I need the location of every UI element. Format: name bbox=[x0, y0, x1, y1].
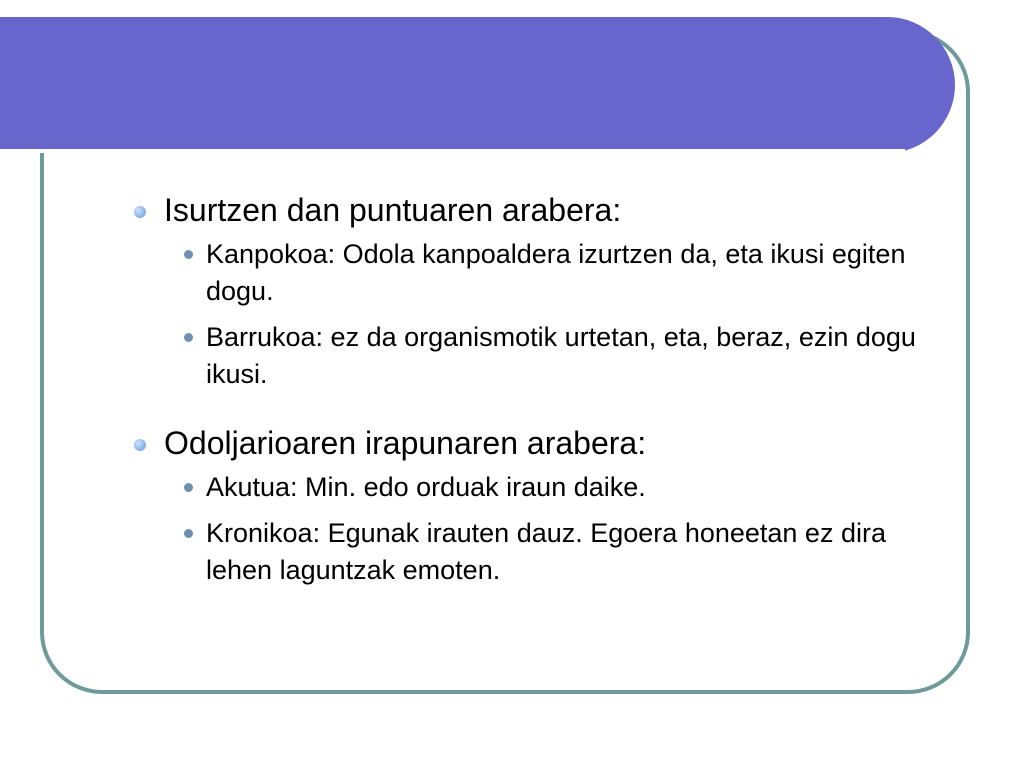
title-banner bbox=[0, 17, 955, 153]
bullet-level2 bbox=[130, 319, 930, 393]
bullet-list bbox=[130, 190, 930, 619]
bullet-text: Kronikoa: Egunak irauten dauz. Egoera honeetan ez dira lehen laguntzak emoten. bbox=[206, 518, 886, 585]
bullet-level2 bbox=[130, 469, 930, 506]
bullet-dot-icon bbox=[134, 439, 146, 451]
bullet-text: Barrukoa: ez da organismotik urtetan, eta, beraz, ezin dogu ikusi. bbox=[206, 322, 916, 389]
section-2 bbox=[130, 423, 930, 589]
bullet-level2 bbox=[130, 236, 930, 310]
section-1 bbox=[130, 190, 930, 393]
section-heading: Odoljarioaren irapunaren arabera: bbox=[164, 425, 647, 461]
bullet-level2 bbox=[130, 515, 930, 589]
bullet-dot-icon bbox=[184, 483, 193, 492]
section-heading: Isurtzen dan puntuaren arabera: bbox=[164, 192, 622, 228]
bullet-dot-icon bbox=[184, 333, 193, 342]
bullet-text: Kanpokoa: Odola kanpoaldera izurtzen da, eta ikusi egiten dogu. bbox=[206, 239, 906, 306]
banner-divider bbox=[0, 149, 905, 153]
bullet-level1 bbox=[130, 190, 930, 230]
bullet-dot-icon bbox=[184, 250, 193, 259]
bullet-dot-icon bbox=[184, 529, 193, 538]
bullet-text: Akutua: Min. edo orduak iraun daike. bbox=[206, 472, 646, 502]
bullet-dot-icon bbox=[134, 206, 146, 218]
bullet-level1 bbox=[130, 423, 930, 463]
